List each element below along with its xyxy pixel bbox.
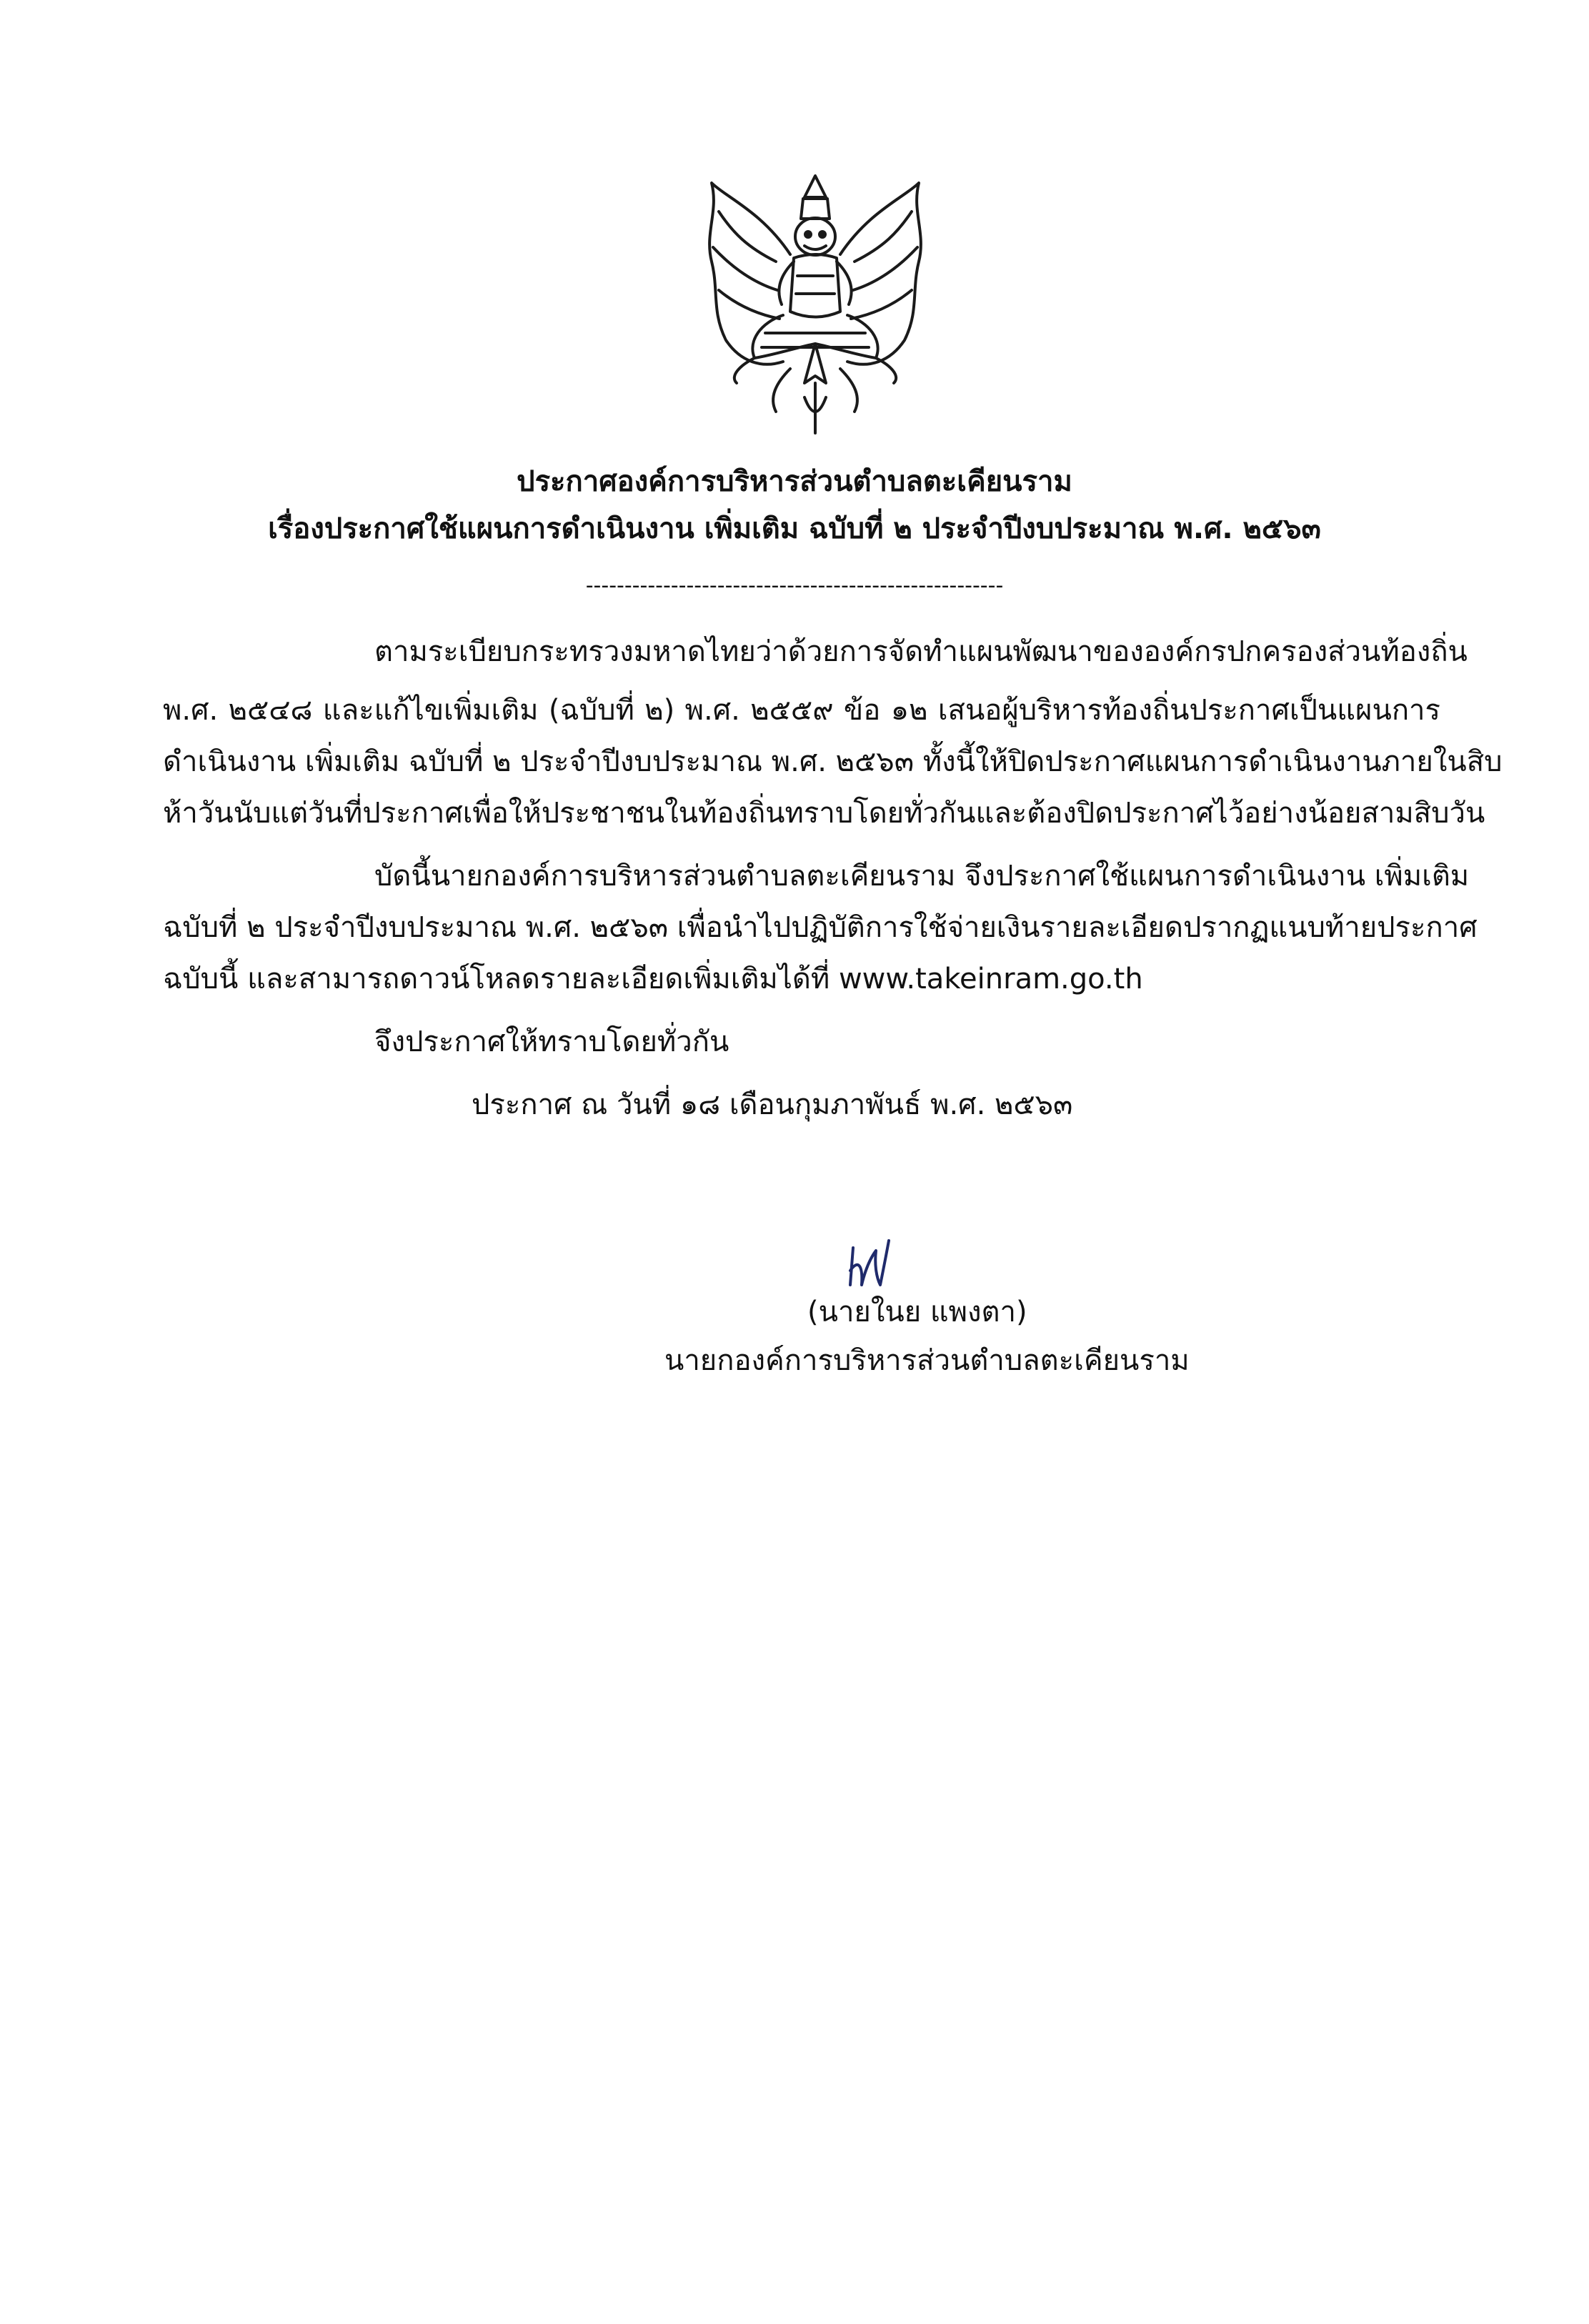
paragraph-2-line-3: ฉบับนี้ และสามารถดาวน์โหลดรายละเอียดเพิ่มเติมได้ที่ www.takeinram.go.th bbox=[163, 963, 1143, 995]
closing-statement: จึงประกาศให้ทราบโดยทั่วกัน bbox=[374, 1026, 729, 1058]
paragraph-1-line-2: พ.ศ. ๒๕๔๘ และแก้ไขเพิ่มเติม (ฉบับที่ ๒) พ.ศ. ๒๕๕๙ ข้อ ๑๒ เสนอผู้บริหารท้องถิ่นประกาศเป็นแผนการ bbox=[163, 694, 1440, 727]
paragraph-1-line-4: ห้าวันนับแต่วันที่ประกาศเพื่อให้ประชาชนในท้องถิ่นทราบโดยทั่วกันและต้องปิดประกาศไว้อย่างน้อยสามสิบวัน bbox=[163, 797, 1485, 830]
paragraph-1-line-3: ดำเนินงาน เพิ่มเติม ฉบับที่ ๒ ประจำปีงบประมาณ พ.ศ. ๒๕๖๓ ทั้งนี้ให้ปิดประกาศแผนการดำเนินงานภายในสิบ bbox=[163, 745, 1503, 778]
handwritten-signature-icon bbox=[843, 1235, 929, 1292]
signatory-position: นายกองค์การบริหารส่วนตำบลตะเคียนราม bbox=[664, 1344, 1190, 1377]
garuda-emblem-icon bbox=[697, 169, 933, 440]
announcement-date: ประกาศ ณ วันที่ ๑๘ เดือนกุมภาพันธ์ พ.ศ. ๒๕๖๓ bbox=[472, 1088, 1073, 1121]
separator-line: ------------------------------------------------------ bbox=[585, 573, 1004, 598]
paragraph-1-line-1: ตามระเบียบกระทรวงมหาดไทยว่าด้วยการจัดทำแผนพัฒนาขององค์กรปกครองส่วนท้องถิ่น bbox=[374, 635, 1468, 668]
document-subject: เรื่องประกาศใช้แผนการดำเนินงาน เพิ่มเติม ฉบับที่ ๒ ประจำปีงบประมาณ พ.ศ. ๒๕๖๓ bbox=[268, 512, 1321, 545]
paragraph-2-line-2: ฉบับที่ ๒ ประจำปีงบประมาณ พ.ศ. ๒๕๖๓ เพื่อนำไปปฏิบัติการใช้จ่ายเงินรายละเอียดปรากฏแนบท้ายประกาศ bbox=[163, 911, 1478, 944]
paragraph-2-line-1: บัดนี้นายกองค์การบริหารส่วนตำบลตะเคียนราม จึงประกาศใช้แผนการดำเนินงาน เพิ่มเติม bbox=[374, 860, 1470, 893]
signatory-name: (นายใน​ย แพงตา) bbox=[807, 1296, 1027, 1329]
document-title: ประกาศองค์การบริหารส่วนตำบลตะเคียนราม bbox=[517, 465, 1072, 498]
